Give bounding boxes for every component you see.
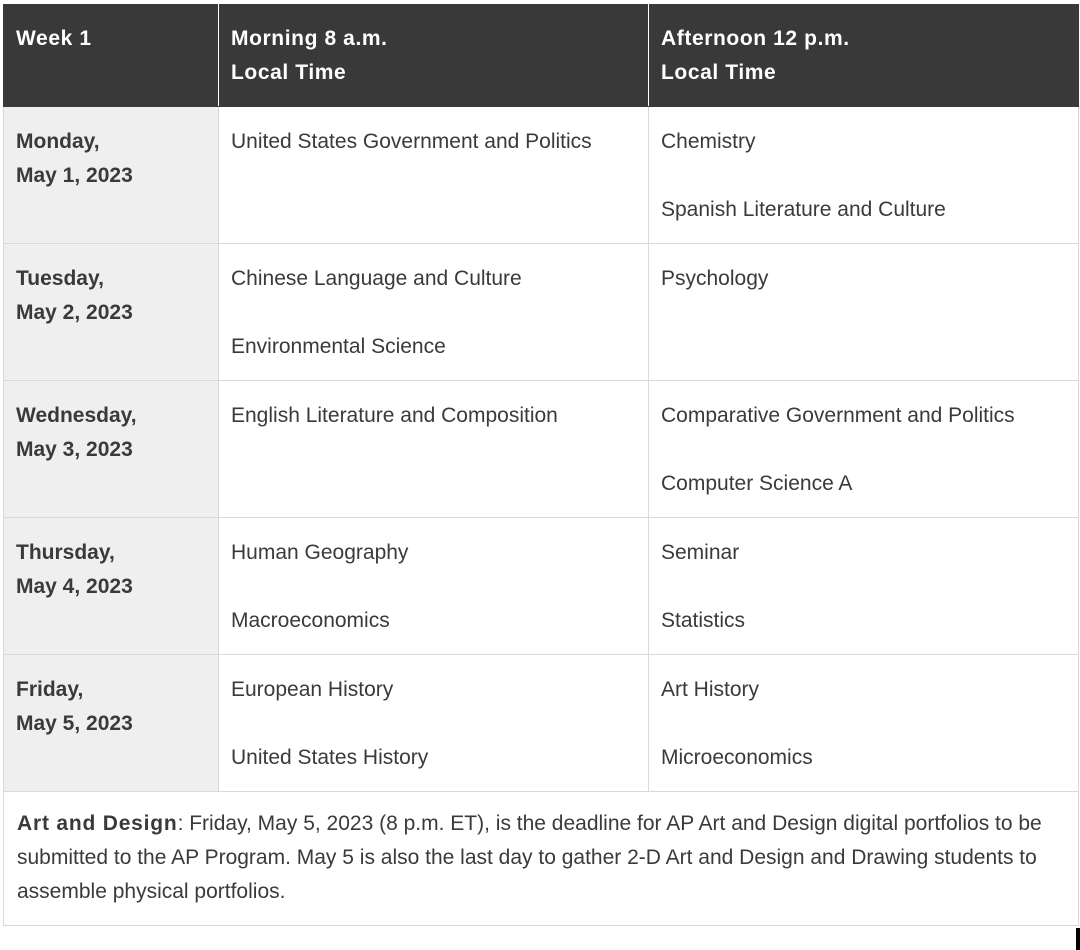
day-date: May 4, 2023 — [16, 575, 133, 598]
exam-name: English Literature and Composition — [231, 404, 558, 427]
day-name: Monday, — [16, 130, 100, 153]
table-body — [4, 107, 1079, 792]
day-name: Friday, — [16, 678, 84, 701]
morning-exams-cell — [219, 518, 649, 655]
header-week-label: Week 1 — [16, 27, 92, 50]
day-cell — [4, 381, 219, 518]
exam-name: Computer Science A — [661, 472, 853, 495]
table-row — [4, 107, 1079, 244]
header-morning-time: Morning 8 a.m. — [231, 27, 388, 50]
exam-name: Environmental Science — [231, 335, 446, 358]
exam-name: Seminar — [661, 541, 740, 564]
header-afternoon-zone: Local Time — [661, 61, 777, 84]
header-afternoon-time: Afternoon 12 p.m. — [661, 27, 850, 50]
header-morning-zone: Local Time — [231, 61, 347, 84]
table-footer — [4, 792, 1079, 926]
exam-name: Art History — [661, 678, 760, 701]
day-name: Wednesday, — [16, 404, 137, 427]
exam-name: Chinese Language and Culture — [231, 267, 522, 290]
table-row — [4, 244, 1079, 381]
table-row — [4, 518, 1079, 655]
day-date: May 5, 2023 — [16, 712, 133, 735]
exam-name: Chemistry — [661, 130, 756, 153]
exam-name: Comparative Government and Politics — [661, 404, 1015, 427]
table-row — [4, 381, 1079, 518]
exam-name: United States Government and Politics — [231, 130, 592, 153]
morning-exams-cell — [219, 107, 649, 244]
header-afternoon — [649, 5, 1079, 107]
afternoon-exams-cell — [649, 107, 1079, 244]
afternoon-exams-cell — [649, 381, 1079, 518]
header-week — [4, 5, 219, 107]
header-row — [4, 5, 1079, 107]
afternoon-exams-cell — [649, 518, 1079, 655]
afternoon-exams-cell — [649, 655, 1079, 792]
day-date: May 2, 2023 — [16, 301, 133, 324]
day-cell — [4, 107, 219, 244]
morning-exams-cell — [219, 655, 649, 792]
day-cell — [4, 518, 219, 655]
exam-name: Human Geography — [231, 541, 409, 564]
note-label: Art and Design — [17, 812, 178, 835]
art-design-note — [4, 792, 1079, 926]
exam-name: Statistics — [661, 609, 746, 632]
day-cell — [4, 655, 219, 792]
exam-name: Macroeconomics — [231, 609, 390, 632]
exam-schedule-table — [3, 4, 1079, 926]
table-header — [4, 5, 1079, 107]
day-name: Thursday, — [16, 541, 115, 564]
afternoon-exams-cell — [649, 244, 1079, 381]
header-morning — [219, 5, 649, 107]
corner-marker — [1076, 928, 1080, 950]
note-text: : Friday, May 5, 2023 (8 p.m. ET), is the deadline for AP Art and Design digital portfolios to be submitted to the AP Program. May 5 is also the last day to gather 2-D Art and Design and Drawing students to assemble physical portfolios. — [17, 812, 1042, 903]
exam-name: United States History — [231, 746, 429, 769]
table-row — [4, 655, 1079, 792]
day-date: May 3, 2023 — [16, 438, 133, 461]
morning-exams-cell — [219, 244, 649, 381]
note-row — [4, 792, 1079, 926]
day-cell — [4, 244, 219, 381]
day-name: Tuesday, — [16, 267, 104, 290]
exam-name: Psychology — [661, 267, 769, 290]
day-date: May 1, 2023 — [16, 164, 133, 187]
exam-name: European History — [231, 678, 394, 701]
exam-name: Spanish Literature and Culture — [661, 198, 946, 221]
morning-exams-cell — [219, 381, 649, 518]
exam-name: Microeconomics — [661, 746, 813, 769]
